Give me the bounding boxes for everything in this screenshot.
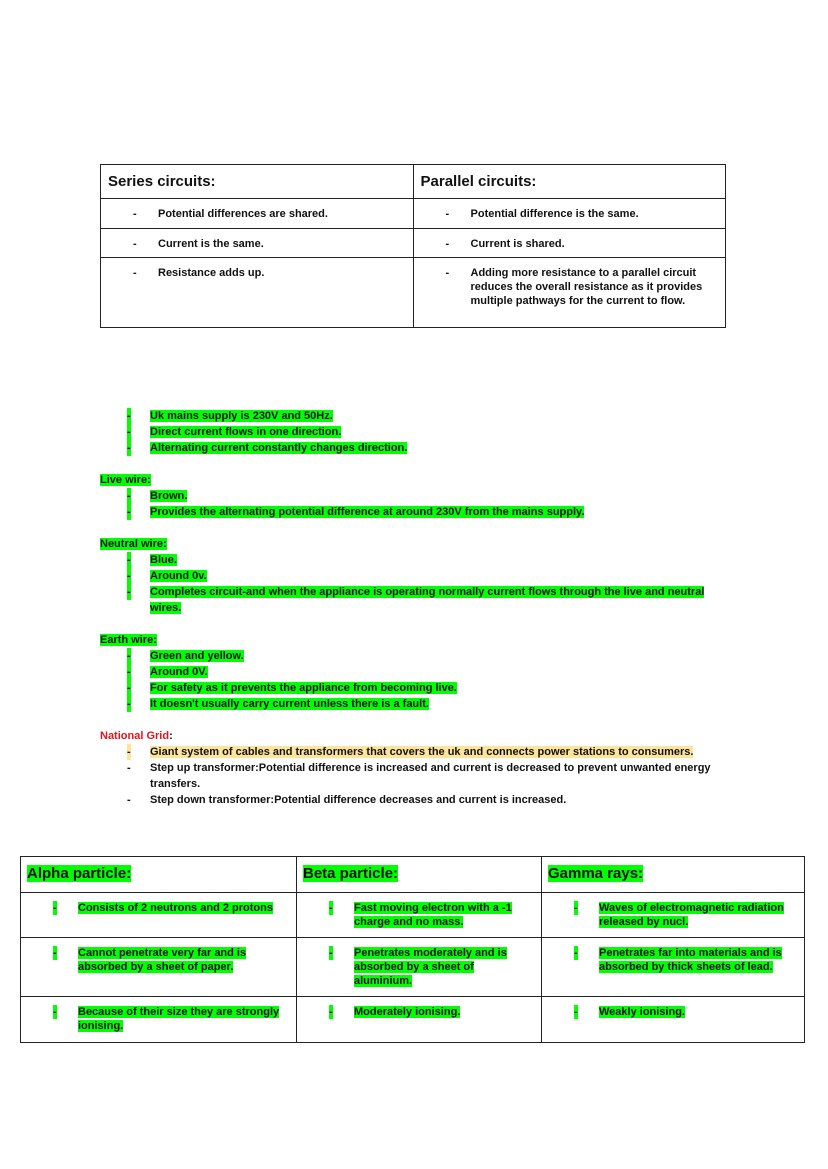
neutral-wire-heading: Neutral wire: — [100, 538, 167, 550]
list-item: - Giant system of cables and transformers that covers the uk and connects power stations to consumers. — [127, 746, 694, 758]
list-item: - Around 0v. — [127, 570, 207, 582]
radiation-table — [20, 856, 805, 1043]
earth-wire-heading: Earth wire: — [100, 634, 157, 646]
table-cell: - Current is shared. — [445, 238, 565, 250]
notes — [100, 408, 740, 808]
list-item: - It doesn't usually carry current unless there is a fault. — [127, 698, 429, 710]
national-grid-heading: National Grid: — [100, 730, 173, 742]
table-cell: - Penetrates far into materials and is absorbed by thick sheets of lead. — [574, 947, 782, 973]
header-alpha: Alpha particle: — [27, 865, 132, 882]
table-cell: - Potential differences are shared. — [133, 208, 328, 220]
table-cell: - Moderately ionising. — [329, 1006, 461, 1018]
list-item: - Step down transformer:Potential difference decreases and current is increased. — [127, 794, 567, 806]
table-cell: - Cannot penetrate very far and is absorbed by a sheet of paper. — [53, 947, 247, 973]
list-item: - Direct current flows in one direction. — [127, 426, 342, 438]
list-item: - Step up transformer:Potential difference is increased and current is decreased to prevent unwanted energy transfers. — [127, 762, 711, 790]
header-beta: Beta particle: — [303, 865, 399, 882]
list-item: - Blue. — [127, 554, 177, 566]
list-item: - Brown. — [127, 490, 188, 502]
circuits-table — [100, 164, 726, 328]
live-wire-heading: Live wire: — [100, 474, 151, 486]
list-item: - Around 0V. — [127, 666, 208, 678]
table-cell: - Weakly ionising. — [574, 1006, 685, 1018]
table-cell: - Waves of electromagnetic radiation released by nucl. — [574, 902, 784, 928]
list-item: - Uk mains supply is 230V and 50Hz. — [127, 410, 333, 422]
list-item: - Alternating current constantly changes direction. — [127, 442, 408, 454]
header-series: Series circuits: — [101, 165, 414, 199]
list-item: - Provides the alternating potential difference at around 230V from the mains supply. — [127, 506, 585, 518]
table-cell: - Adding more resistance to a parallel circuit reduces the overall resistance as it provides multiple pathways for the current to flow. — [445, 267, 703, 307]
table-cell: - Resistance adds up. — [133, 267, 265, 279]
table-cell: - Current is the same. — [133, 238, 264, 250]
list-item: - For safety as it prevents the appliance from becoming live. — [127, 682, 457, 694]
table-cell: - Because of their size they are strongly ionising. — [53, 1006, 280, 1032]
table-cell: - Penetrates moderately and is absorbed by a sheet of aluminium. — [329, 947, 507, 987]
table-cell: - Potential difference is the same. — [445, 208, 639, 220]
table-cell: - Consists of 2 neutrons and 2 protons — [53, 902, 273, 914]
header-parallel: Parallel circuits: — [413, 165, 725, 199]
list-item: - Completes circuit-and when the appliance is operating normally current flows through the live and neutral wires. — [127, 586, 705, 614]
header-gamma: Gamma rays: — [548, 865, 644, 882]
table-cell: - Fast moving electron with a -1 charge and no mass. — [329, 902, 512, 928]
list-item: - Green and yellow. — [127, 650, 244, 662]
